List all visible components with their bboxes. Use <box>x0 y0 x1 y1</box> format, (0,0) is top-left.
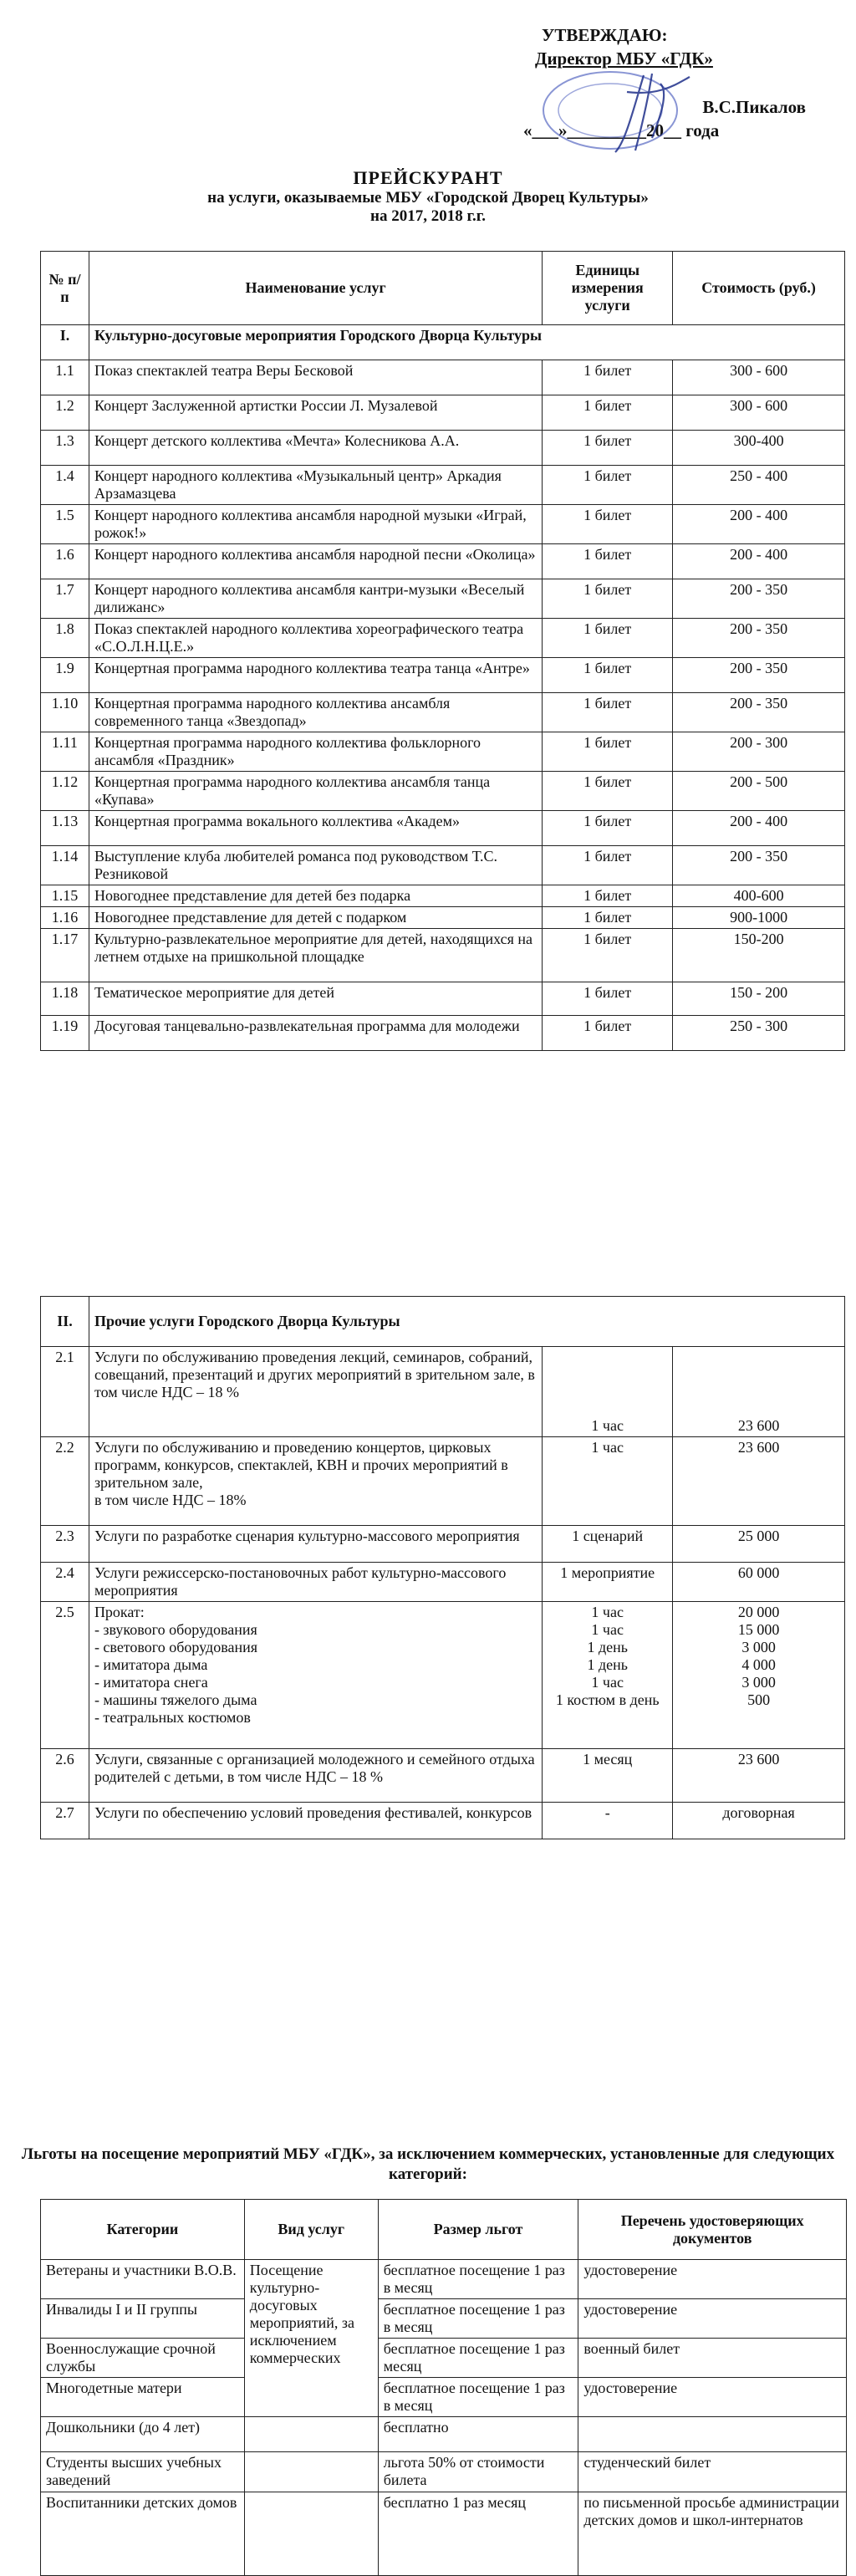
service-price: договорная <box>673 1803 845 1839</box>
section-1-title-row <box>41 325 845 360</box>
service-unit: 1 билет <box>543 907 673 929</box>
service-unit: 1 час <box>543 1347 673 1437</box>
approval-line-2: Директор МБУ «ГДК» <box>535 48 713 69</box>
service-unit: 1 билет <box>543 360 673 395</box>
service-unit: 1 билет <box>543 1016 673 1051</box>
row-num: 1.18 <box>41 982 89 1016</box>
service-name: Новогоднее представление для детей с подарком <box>89 907 542 929</box>
service-name: Услуги по обеспечению условий проведения фестивалей, конкурсов <box>89 1803 542 1839</box>
service-name: Показ спектаклей театра Веры Бесковой <box>89 360 542 395</box>
service-name: Концертная программа народного коллектива ансамбля современного танца «Звездопад» <box>89 693 542 732</box>
table-row <box>41 395 845 431</box>
header-category: Категории <box>41 2200 245 2260</box>
table-row <box>41 505 845 544</box>
table-row <box>41 2452 847 2492</box>
service-unit: 1 сценарий <box>543 1526 673 1563</box>
service-price: 300-400 <box>673 431 845 466</box>
table-row <box>41 2492 847 2576</box>
table-row <box>41 885 845 907</box>
header-name: Наименование услуг <box>89 252 542 325</box>
service-unit: - <box>543 1803 673 1839</box>
service-price: 250 - 300 <box>673 1016 845 1051</box>
table-row <box>41 544 845 579</box>
row-num: 1.11 <box>41 732 89 772</box>
benefit-category: Инвалиды I и II группы <box>41 2299 245 2339</box>
service-price: 23 600 <box>673 1437 845 1526</box>
section-1-title: Культурно-досуговые мероприятия Городского Дворца Культуры <box>89 325 844 360</box>
table-row <box>41 772 845 811</box>
section-2-title: Прочие услуги Городского Дворца Культуры <box>89 1297 844 1347</box>
service-name: Услуги, связанные с организацией молодежного и семейного отдыха родителей с детьми, в том числе НДС – 18 % <box>89 1749 542 1803</box>
service-unit: 1 билет <box>543 772 673 811</box>
service-unit: 1 час <box>543 1437 673 1526</box>
service-unit: 1 билет <box>543 544 673 579</box>
benefit-docs: удостоверение <box>578 2299 847 2339</box>
service-unit: 1 мероприятие <box>543 1563 673 1602</box>
service-unit: 1 билет <box>543 658 673 693</box>
table-row <box>41 1347 845 1437</box>
document-years: на 2017, 2018 г.г. <box>370 207 486 225</box>
benefit-docs: студенческий билет <box>578 2452 847 2492</box>
row-num: 1.19 <box>41 1016 89 1051</box>
price-table-section-2 <box>40 1296 845 1839</box>
service-name: Тематическое мероприятие для детей <box>89 982 542 1016</box>
table-row <box>41 1563 845 1602</box>
benefit-size: бесплатное посещение 1 раз месяц <box>378 2339 578 2378</box>
service-name: Культурно-развлекательное мероприятие для детей, находящихся на летнем отдыхе на пришкольной площадке <box>89 929 542 982</box>
table-row <box>41 1749 845 1803</box>
service-name: Показ спектаклей народного коллектива хореографического театра «С.О.Л.Н.Ц.Е.» <box>89 619 542 658</box>
service-price: 250 - 400 <box>673 466 845 505</box>
table-row <box>41 431 845 466</box>
table-row <box>41 1437 845 1526</box>
row-num: 1.2 <box>41 395 89 431</box>
service-name: Концерт народного коллектива ансамбля кантри-музыки «Веселый дилижанс» <box>89 579 542 619</box>
table-row <box>41 846 845 885</box>
service-price: 300 - 600 <box>673 395 845 431</box>
service-price: 200 - 350 <box>673 579 845 619</box>
table-row <box>41 2299 847 2339</box>
benefits-heading: Льготы на посещение мероприятий МБУ «ГДК», за исключением коммерческих, установленные для следующих категорий: <box>21 2145 835 2183</box>
benefit-size: бесплатное посещение 1 раз в месяц <box>378 2260 578 2299</box>
benefit-category: Воспитанники детских домов <box>41 2492 245 2576</box>
approval-block <box>518 23 844 142</box>
table-row <box>41 658 845 693</box>
approval-line-3: В.С.Пикалов <box>702 97 806 117</box>
table-row <box>41 2378 847 2417</box>
row-num: 1.3 <box>41 431 89 466</box>
benefit-docs <box>578 2417 847 2452</box>
service-price: 400-600 <box>673 885 845 907</box>
service-price: 150 - 200 <box>673 982 845 1016</box>
service-unit: 1 билет <box>543 579 673 619</box>
row-num: 1.6 <box>41 544 89 579</box>
table-row <box>41 811 845 846</box>
service-unit: 1 билет <box>543 846 673 885</box>
table-row <box>41 732 845 772</box>
service-price: 200 - 350 <box>673 693 845 732</box>
benefit-category: Ветераны и участники В.О.В. <box>41 2260 245 2299</box>
service-price: 23 600 <box>673 1749 845 1803</box>
service-name: Услуги по обслуживанию и проведению концертов, цирковых программ, конкурсов, спектаклей, КВН и прочих мероприятий в зрительном зале, в том числе НДС – 18% <box>89 1437 542 1526</box>
service-name: Выступление клуба любителей романса под руководством Т.С. Резниковой <box>89 846 542 885</box>
service-unit: 1 билет <box>543 693 673 732</box>
service-price: 200 - 350 <box>673 619 845 658</box>
benefit-category: Многодетные матери <box>41 2378 245 2417</box>
service-price: 200 - 400 <box>673 811 845 846</box>
row-num: 1.7 <box>41 579 89 619</box>
table-row <box>41 579 845 619</box>
benefit-size: бесплатное посещение 1 раз в месяц <box>378 2299 578 2339</box>
service-price: 150-200 <box>673 929 845 982</box>
service-name: Концерт детского коллектива «Мечта» Колесникова А.А. <box>89 431 542 466</box>
service-unit: 1 билет <box>543 732 673 772</box>
service-name: Концерт народного коллектива «Музыкальный центр» Аркадия Арзамазцева <box>89 466 542 505</box>
row-num: 1.14 <box>41 846 89 885</box>
table-row <box>41 693 845 732</box>
service-unit: 1 билет <box>543 466 673 505</box>
table-row <box>41 2417 847 2452</box>
approval-line-1: УТВЕРЖДАЮ: <box>542 25 668 45</box>
section-1-num: I. <box>41 325 89 360</box>
table-row <box>41 1526 845 1563</box>
service-unit: 1 билет <box>543 885 673 907</box>
table-row <box>41 907 845 929</box>
service-price: 300 - 600 <box>673 360 845 395</box>
table-row <box>41 1602 845 1749</box>
header-num: № п/п <box>41 252 89 325</box>
section-2-title-row <box>41 1297 845 1347</box>
row-num: 1.12 <box>41 772 89 811</box>
service-price: 900-1000 <box>673 907 845 929</box>
benefit-size: бесплатно <box>378 2417 578 2452</box>
service-name: Услуги по обслуживанию проведения лекций, семинаров, собраний, совещаний, презентаций и других мероприятий в зрительном зале, в том числе НДС – 18 % <box>89 1347 542 1437</box>
service-price: 25 000 <box>673 1526 845 1563</box>
service-name: Прокат: - звукового оборудования - светового оборудования - имитатора дыма - имитатора снега - машины тяжелого дыма - театральных костюмов <box>89 1602 542 1749</box>
benefit-size: бесплатное посещение 1 раз в месяц <box>378 2378 578 2417</box>
empty-cell <box>244 2417 378 2452</box>
table-row <box>41 619 845 658</box>
table-row <box>41 2260 847 2299</box>
service-price: 200 - 400 <box>673 544 845 579</box>
row-num: 2.4 <box>41 1563 89 1602</box>
price-table-section-1 <box>40 251 845 1051</box>
service-name: Досуговая танцевально-развлекательная программа для молодежи <box>89 1016 542 1051</box>
service-name: Концертная программа народного коллектива фольклорного ансамбля «Праздник» <box>89 732 542 772</box>
benefit-service-type: Посещение культурно-досуговых мероприятий, за исключением коммерческих <box>244 2260 378 2417</box>
service-unit: 1 билет <box>543 395 673 431</box>
service-price: 200 - 350 <box>673 846 845 885</box>
service-price: 23 600 <box>673 1347 845 1437</box>
document-title: ПРЕЙСКУРАНТ <box>353 167 503 188</box>
header-size: Размер льгот <box>378 2200 578 2260</box>
service-unit: 1 билет <box>543 929 673 982</box>
service-unit: 1 билет <box>543 505 673 544</box>
row-num: 1.13 <box>41 811 89 846</box>
header-service: Вид услуг <box>244 2200 378 2260</box>
row-num: 2.3 <box>41 1526 89 1563</box>
row-num: 1.1 <box>41 360 89 395</box>
service-unit: 1 час 1 час 1 день 1 день 1 час 1 костюм в день <box>543 1602 673 1749</box>
service-name: Услуги режиссерско-постановочных работ культурно-массового мероприятия <box>89 1563 542 1602</box>
benefit-size: льгота 50% от стоимости билета <box>378 2452 578 2492</box>
header-docs: Перечень удостоверяющих документов <box>578 2200 847 2260</box>
row-num: 2.2 <box>41 1437 89 1526</box>
service-price: 200 - 400 <box>673 505 845 544</box>
row-num: 1.9 <box>41 658 89 693</box>
benefit-category: Дошкольники (до 4 лет) <box>41 2417 245 2452</box>
row-num: 1.15 <box>41 885 89 907</box>
table-row <box>41 360 845 395</box>
header-price: Стоимость (руб.) <box>673 252 845 325</box>
approval-line-4: «___»_________20__ года <box>523 120 720 140</box>
service-price: 200 - 500 <box>673 772 845 811</box>
row-num: 1.5 <box>41 505 89 544</box>
service-price: 20 000 15 000 3 000 4 000 3 000 500 <box>673 1602 845 1749</box>
service-name: Новогоднее представление для детей без подарка <box>89 885 542 907</box>
empty-cell <box>244 2492 378 2576</box>
benefit-category: Студенты высших учебных заведений <box>41 2452 245 2492</box>
service-name: Концертная программа народного коллектива театра танца «Антре» <box>89 658 542 693</box>
row-num: 1.4 <box>41 466 89 505</box>
empty-cell <box>244 2452 378 2492</box>
row-num: 1.8 <box>41 619 89 658</box>
service-name: Концерт народного коллектива ансамбля народной музыки «Играй, рожок!» <box>89 505 542 544</box>
header-unit: Единицы измерения услуги <box>543 252 673 325</box>
row-num: 2.5 <box>41 1602 89 1749</box>
document-subtitle: на услуги, оказываемые МБУ «Городской Дворец Культуры» <box>207 189 649 207</box>
service-unit: 1 билет <box>543 431 673 466</box>
row-num: 1.16 <box>41 907 89 929</box>
benefit-docs: удостоверение <box>578 2378 847 2417</box>
table-row <box>41 1016 845 1051</box>
table-row <box>41 1803 845 1839</box>
service-name: Услуги по разработке сценария культурно-массового мероприятия <box>89 1526 542 1563</box>
service-price: 200 - 350 <box>673 658 845 693</box>
table-row <box>41 929 845 982</box>
benefits-table <box>40 2199 847 2576</box>
service-price: 200 - 300 <box>673 732 845 772</box>
service-name: Концертная программа народного коллектива ансамбля танца «Купава» <box>89 772 542 811</box>
service-unit: 1 билет <box>543 619 673 658</box>
section-2-num: II. <box>41 1297 89 1347</box>
benefit-category: Военнослужащие срочной службы <box>41 2339 245 2378</box>
row-num: 2.6 <box>41 1749 89 1803</box>
benefit-size: бесплатно 1 раз месяц <box>378 2492 578 2576</box>
table-row <box>41 466 845 505</box>
service-unit: 1 билет <box>543 811 673 846</box>
table-row <box>41 2339 847 2378</box>
service-unit: 1 месяц <box>543 1749 673 1803</box>
table-row <box>41 982 845 1016</box>
row-num: 1.10 <box>41 693 89 732</box>
service-name: Концерт народного коллектива ансамбля народной песни «Околица» <box>89 544 542 579</box>
service-name: Концерт Заслуженной артистки России Л. Музалевой <box>89 395 542 431</box>
service-price: 60 000 <box>673 1563 845 1602</box>
row-num: 2.1 <box>41 1347 89 1437</box>
row-num: 1.17 <box>41 929 89 982</box>
service-unit: 1 билет <box>543 982 673 1016</box>
benefit-docs: удостоверение <box>578 2260 847 2299</box>
benefit-docs: по письменной просьбе администрации детских домов и школ-интернатов <box>578 2492 847 2576</box>
benefit-docs: военный билет <box>578 2339 847 2378</box>
service-name: Концертная программа вокального коллектива «Академ» <box>89 811 542 846</box>
row-num: 2.7 <box>41 1803 89 1839</box>
